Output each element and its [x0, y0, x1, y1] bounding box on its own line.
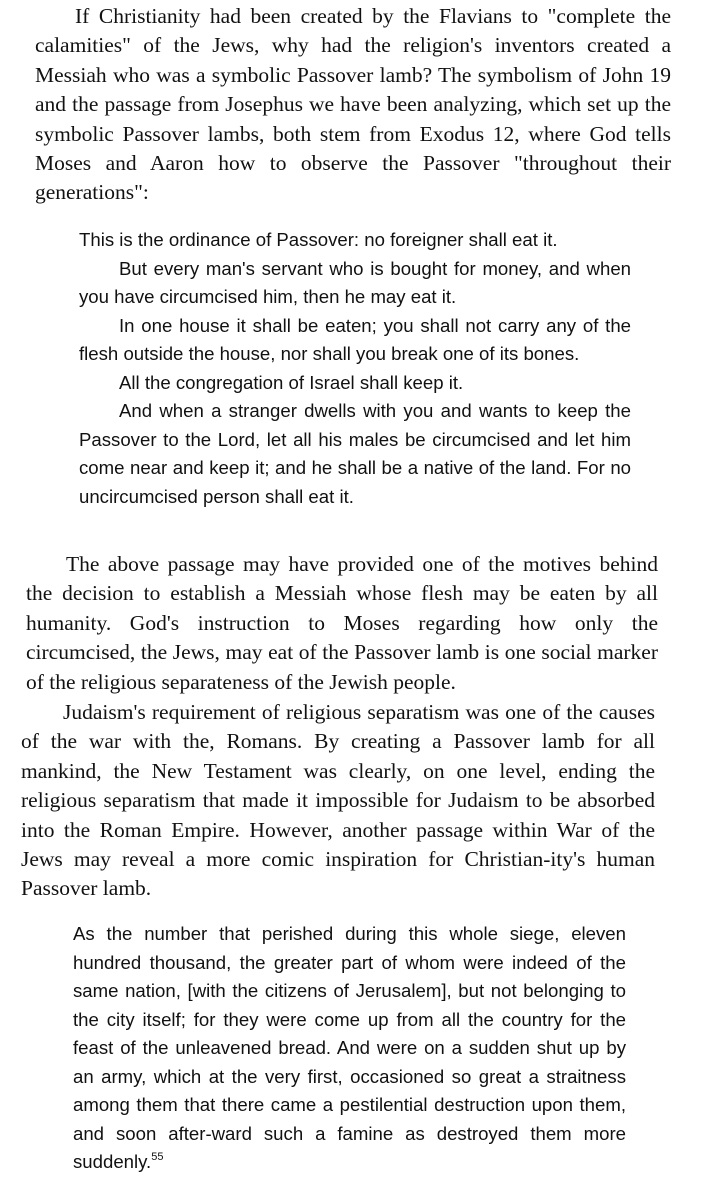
josephus-quote-text: As the number that perished during this whole siege, eleven hundred thousand, the greater part of whom were indeed of the same nation, [with the citizens of Jerusalem], but not belonging to the city itself; for they were come up from all the country for the feast of the unleavened bread. And were on a sudden shut up by an army, which at the very first, occasioned so great a straitness among them that there came a pestilential destruction upon them, and soon after-ward such a famine as destroyed them more suddenly. — [73, 923, 626, 1172]
exodus-quote-line-4: All the congregation of Israel shall keep it. — [119, 371, 464, 393]
exodus-quote-line-2: But every man's servant who is bought for money, and when you have circumcised him, then he may eat it. — [79, 257, 631, 307]
exodus-quote-line-5: And when a stranger dwells with you and wants to keep the Passover to the Lord, let all his males be circumcised and let him come near and keep it; and he shall be a native of the land. For no uncircumcised person shall eat it. — [79, 400, 631, 507]
exodus-block-quote — [79, 226, 631, 511]
body-paragraph-1: If Christianity had been created by the Flavians to "complete the calamities" of the Jews, why had the religion's inventors created a Messiah who was a symbolic Passover lamb? The symbolism of John 19 and the passage from Josephus we have been analyzing, which set up the symbolic Passover lambs, both stem from Exodus 12, where God tells Moses and Aaron how to observe the Passover "throughout their generations": — [35, 4, 671, 205]
exodus-quote-line-3: In one house it shall be eaten; you shall not carry any of the flesh outside the house, nor shall you break one of its bones. — [79, 314, 631, 364]
josephus-block-quote — [73, 920, 626, 1177]
body-paragraph-2: The above passage may have provided one of the motives behind the decision to establish a Messiah whose flesh may be eaten by all humanity. God's instruction to Moses regarding how only the circumcised, the Jews, may eat of the Passover lamb is one social marker of the religious separateness of the Jewish people. — [26, 552, 658, 694]
footnote-marker[interactable]: 55 — [151, 1150, 164, 1163]
body-paragraph-3: Judaism's requirement of religious separatism was one of the causes of the war with the, Romans. By creating a Passover lamb for all mankind, the New Testament was clearly, on one level, ending the religious separatism that made it impossible for Judaism to be absorbed into the Roman Empire. However, another passage within War of the Jews may reveal a more comic inspiration for Christian-ity's human Passover lamb. — [21, 700, 655, 901]
exodus-quote-line-1: This is the ordinance of Passover: no foreigner shall eat it. — [79, 229, 558, 250]
